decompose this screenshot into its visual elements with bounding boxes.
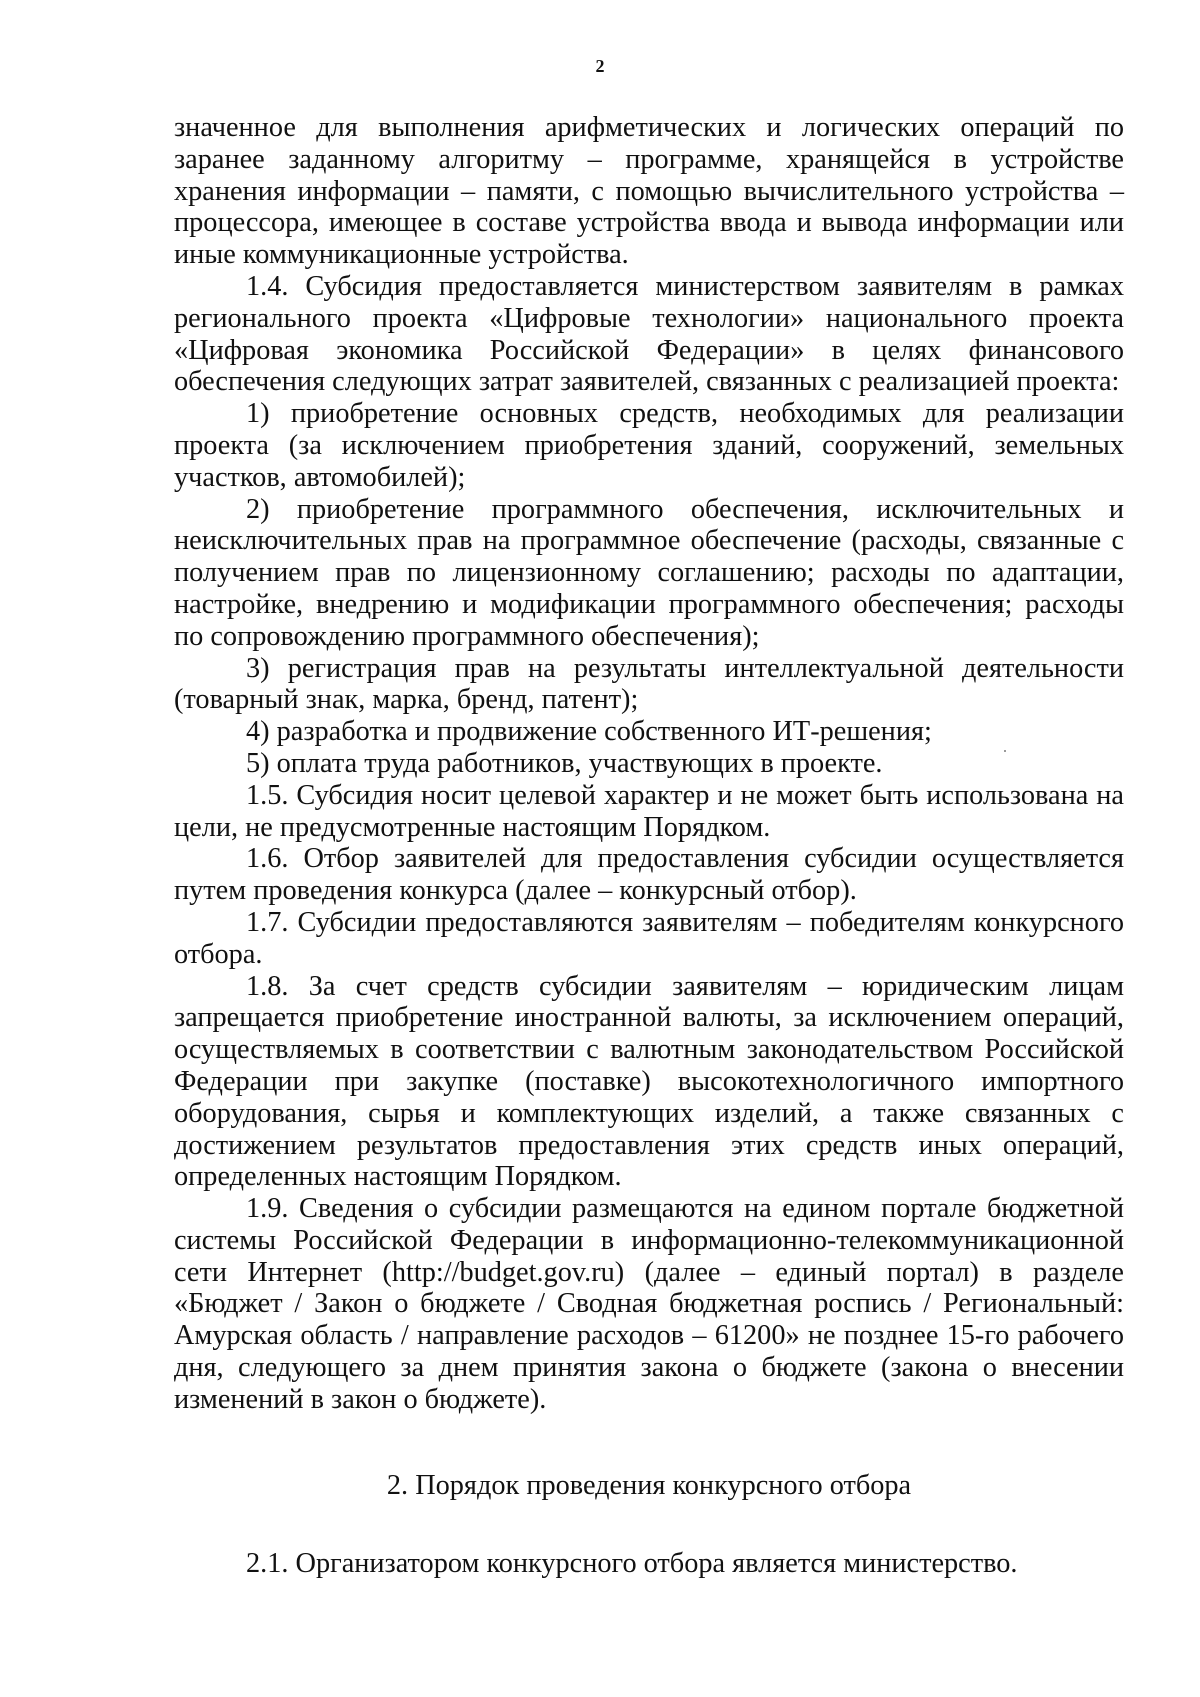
paragraph-1-8: 1.8. За счет средств субсидии заявителям – юридическим лицам запрещается приобретение иностранной валюты, за исключением операций, осуществляемых в соответствии с валютным законодательством Российской Федерации при закупке (поставке) высокотехнологичного импортного оборудования, сырья и комплектующих изделий, а также связанных с достижением результатов предоставления этих средств иных операций, определенных настоящим Порядком. xyxy=(174,970,1124,1193)
page-number: 2 xyxy=(595,56,605,76)
scan-speck xyxy=(1004,750,1006,752)
paragraph-continuation: значенное для выполнения арифметических и логических операций по заранее заданному алгоритму – программе, хранящейся в устройстве хранения информации – памяти, с помощью вычислительного устройства – процессора, имеющее в составе устройства ввода и вывода информации или иные коммуникационные устройства. xyxy=(174,112,1124,271)
paragraph-1-5: 1.5. Субсидия носит целевой характер и не может быть использована на цели, не предусмотренные настоящим Порядком. xyxy=(174,779,1124,843)
list-item-1: 1) приобретение основных средств, необходимых для реализации проекта (за исключением приобретения зданий, сооружений, земельных участков, автомобилей); xyxy=(174,398,1124,493)
document-body xyxy=(174,112,1124,1416)
paragraph-1-6: 1.6. Отбор заявителей для предоставления субсидии осуществляется путем проведения конкурса (далее – конкурсный отбор). xyxy=(174,843,1124,907)
section-heading: 2. Порядок проведения конкурсного отбора xyxy=(386,1470,912,1501)
list-item-4: 4) разработка и продвижение собственного ИТ-решения; xyxy=(246,716,932,748)
list-item-2: 2) приобретение программного обеспечения, исключительных и неисключительных прав на программное обеспечение (расходы, связанные с получением прав по лицензионному соглашению; расходы по адаптации, настройке, внедрению и модификации программного обеспечения; расходы по сопровождению программного обеспечения); xyxy=(174,493,1124,652)
paragraph-2-1: 2.1. Организатором конкурсного отбора является министерство. xyxy=(246,1548,1018,1579)
paragraph-1-4: 1.4. Субсидия предоставляется министерством заявителям в рамках регионального проекта «Цифровые технологии» национального проекта «Цифровая экономика Российской Федерации» в целях финансового обеспечения следующих затрат заявителей, связанных с реализацией проекта: xyxy=(174,270,1124,398)
list-item-3: 3) регистрация прав на результаты интеллектуальной деятельности (товарный знак, марка, бренд, патент); xyxy=(174,652,1124,716)
paragraph-1-7: 1.7. Субсидии предоставляются заявителям – победителям конкурсного отбора. xyxy=(174,906,1124,970)
paragraph-1-9: 1.9. Сведения о субсидии размещаются на едином портале бюджетной системы Российской Федерации в информационно-телекоммуникационной сети Интернет (http://budget.gov.ru) (далее – единый портал) в разделе «Бюджет / Закон о бюджете / Сводная бюджетная роспись / Региональный: Амурская область / направление расходов – 61200» не позднее 15-го рабочего дня, следующего за днем принятия закона о бюджете (закона о внесении изменений в закон о бюджете). xyxy=(174,1193,1124,1415)
list-item-5: 5) оплата труда работников, участвующих в проекте. xyxy=(246,747,883,779)
